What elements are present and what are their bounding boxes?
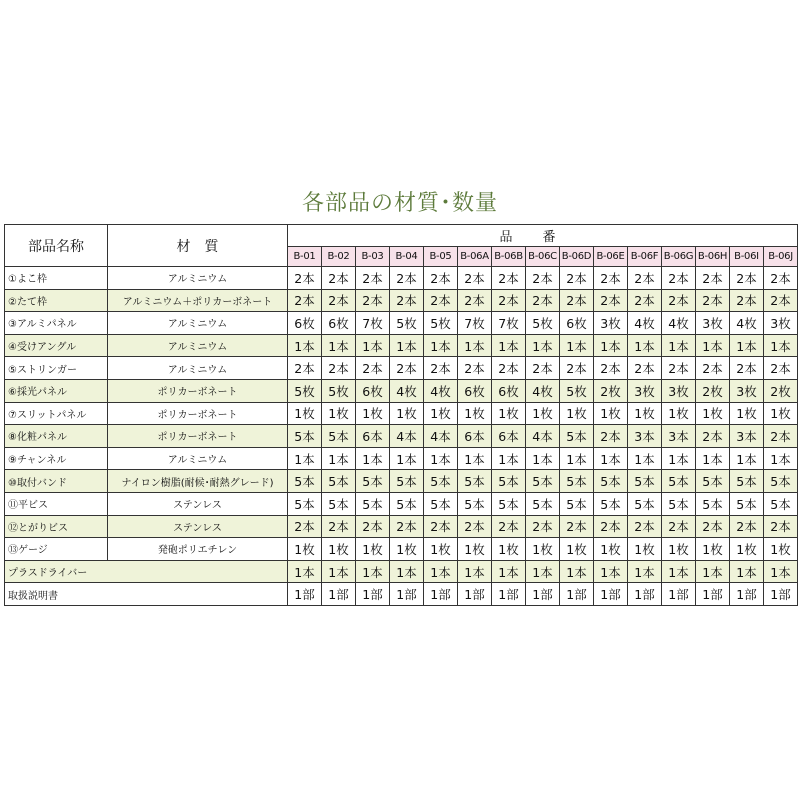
quantity-cell: 2本	[628, 289, 662, 312]
quantity-cell: 5本	[390, 492, 424, 515]
part-name-cell: ③アルミパネル	[5, 312, 108, 335]
quantity-cell: 1枚	[662, 402, 696, 425]
code-header: B-06G	[662, 247, 696, 267]
quantity-cell: 4本	[390, 425, 424, 448]
quantity-cell: 1枚	[390, 402, 424, 425]
quantity-cell: 1本	[560, 560, 594, 583]
part-name-cell: 取扱説明書	[5, 583, 288, 606]
quantity-cell: 2本	[662, 289, 696, 312]
quantity-cell: 5本	[628, 492, 662, 515]
quantity-cell: 1本	[322, 447, 356, 470]
quantity-cell: 1枚	[628, 402, 662, 425]
quantity-cell: 6枚	[356, 379, 390, 402]
quantity-cell: 1本	[492, 560, 526, 583]
part-name-cell: ⑧化粧パネル	[5, 425, 108, 448]
quantity-cell: 2本	[390, 515, 424, 538]
quantity-cell: 2枚	[594, 379, 628, 402]
quantity-cell: 2本	[356, 267, 390, 290]
quantity-cell: 5本	[424, 470, 458, 493]
part-name-cell: ⑬ゲージ	[5, 538, 108, 561]
part-name-cell: ⑫とがりビス	[5, 515, 108, 538]
table-row	[5, 312, 798, 335]
quantity-cell: 1部	[730, 583, 764, 606]
quantity-cell: 5本	[288, 470, 322, 493]
header-material: 材 質	[108, 225, 288, 267]
quantity-cell: 1部	[628, 583, 662, 606]
quantity-cell: 3枚	[730, 379, 764, 402]
quantity-cell: 4枚	[424, 379, 458, 402]
quantity-cell: 2本	[322, 515, 356, 538]
quantity-cell: 2本	[288, 515, 322, 538]
quantity-cell: 5本	[662, 492, 696, 515]
quantity-cell: 2本	[288, 267, 322, 290]
quantity-cell: 1本	[764, 447, 798, 470]
quantity-cell: 2本	[356, 289, 390, 312]
quantity-cell: 2本	[526, 267, 560, 290]
quantity-cell: 1枚	[356, 402, 390, 425]
quantity-cell: 1枚	[424, 402, 458, 425]
table-row	[5, 357, 798, 380]
code-header: B-06J	[764, 247, 798, 267]
quantity-cell: 2本	[594, 267, 628, 290]
quantity-cell: 1部	[764, 583, 798, 606]
quantity-cell: 1本	[526, 560, 560, 583]
quantity-cell: 1枚	[594, 402, 628, 425]
quantity-cell: 1枚	[764, 538, 798, 561]
quantity-cell: 1本	[356, 334, 390, 357]
material-cell: アルミニウム＋ポリカーボネート	[108, 289, 288, 312]
quantity-cell: 2本	[560, 289, 594, 312]
quantity-cell: 5枚	[560, 379, 594, 402]
quantity-cell: 1本	[424, 334, 458, 357]
quantity-cell: 5本	[560, 492, 594, 515]
quantity-cell: 2本	[662, 267, 696, 290]
quantity-cell: 5本	[322, 492, 356, 515]
page-title: 各部品の材質･数量	[301, 191, 498, 216]
quantity-cell: 1部	[662, 583, 696, 606]
table-row	[5, 402, 798, 425]
material-cell: アルミニウム	[108, 447, 288, 470]
quantity-cell: 5本	[560, 425, 594, 448]
quantity-cell: 2本	[628, 267, 662, 290]
code-header: B-06C	[526, 247, 560, 267]
quantity-cell: 1本	[390, 334, 424, 357]
quantity-cell: 1部	[288, 583, 322, 606]
code-header: B-06F	[628, 247, 662, 267]
quantity-cell: 3本	[730, 425, 764, 448]
quantity-cell: 5本	[594, 492, 628, 515]
quantity-cell: 2本	[424, 357, 458, 380]
code-header: B-06B	[492, 247, 526, 267]
quantity-cell: 1枚	[764, 402, 798, 425]
part-name-cell: ⑥採光パネル	[5, 379, 108, 402]
quantity-cell: 2本	[492, 515, 526, 538]
quantity-cell: 6本	[458, 425, 492, 448]
table-row	[5, 470, 798, 493]
material-cell: ステンレス	[108, 515, 288, 538]
quantity-cell: 2本	[424, 289, 458, 312]
quantity-cell: 4枚	[730, 312, 764, 335]
quantity-cell: 2本	[560, 357, 594, 380]
quantity-cell: 2本	[662, 515, 696, 538]
quantity-cell: 2本	[560, 515, 594, 538]
quantity-cell: 2本	[390, 357, 424, 380]
quantity-cell: 5本	[526, 492, 560, 515]
quantity-cell: 1枚	[696, 402, 730, 425]
quantity-cell: 1本	[356, 447, 390, 470]
quantity-cell: 1本	[594, 560, 628, 583]
material-cell: アルミニウム	[108, 267, 288, 290]
quantity-cell: 2本	[594, 425, 628, 448]
code-header: B-02	[322, 247, 356, 267]
quantity-cell: 1枚	[628, 538, 662, 561]
table-row	[5, 425, 798, 448]
part-name-cell: ⑦スリットパネル	[5, 402, 108, 425]
quantity-cell: 1本	[560, 447, 594, 470]
quantity-cell: 5枚	[288, 379, 322, 402]
quantity-cell: 1本	[492, 334, 526, 357]
quantity-cell: 2本	[322, 267, 356, 290]
quantity-cell: 5本	[594, 470, 628, 493]
table-row	[5, 538, 798, 561]
quantity-cell: 1本	[764, 560, 798, 583]
quantity-cell: 1枚	[322, 538, 356, 561]
quantity-cell: 1部	[696, 583, 730, 606]
quantity-cell: 1本	[424, 560, 458, 583]
quantity-cell: 1枚	[526, 538, 560, 561]
quantity-cell: 7枚	[492, 312, 526, 335]
quantity-cell: 2本	[458, 289, 492, 312]
quantity-cell: 1枚	[424, 538, 458, 561]
quantity-cell: 2本	[594, 357, 628, 380]
quantity-cell: 5本	[764, 492, 798, 515]
code-header: B-06H	[696, 247, 730, 267]
quantity-cell: 1本	[458, 334, 492, 357]
quantity-cell: 3本	[628, 425, 662, 448]
quantity-cell: 5枚	[322, 379, 356, 402]
quantity-cell: 2本	[526, 357, 560, 380]
quantity-cell: 1枚	[492, 538, 526, 561]
quantity-cell: 2本	[390, 289, 424, 312]
quantity-cell: 4本	[424, 425, 458, 448]
quantity-cell: 1本	[390, 560, 424, 583]
quantity-cell: 1本	[594, 334, 628, 357]
code-header: B-05	[424, 247, 458, 267]
quantity-cell: 1本	[662, 334, 696, 357]
quantity-cell: 5本	[322, 425, 356, 448]
material-cell: ステンレス	[108, 492, 288, 515]
quantity-cell: 1枚	[560, 402, 594, 425]
quantity-cell: 5本	[526, 470, 560, 493]
quantity-cell: 1本	[526, 334, 560, 357]
material-cell: ポリカーボネート	[108, 379, 288, 402]
code-header: B-01	[288, 247, 322, 267]
quantity-cell: 1本	[730, 334, 764, 357]
quantity-cell: 1本	[696, 560, 730, 583]
table-row	[5, 515, 798, 538]
table-row	[5, 379, 798, 402]
quantity-cell: 5本	[458, 470, 492, 493]
quantity-cell: 1本	[458, 447, 492, 470]
quantity-cell: 1本	[662, 447, 696, 470]
quantity-cell: 2本	[730, 515, 764, 538]
quantity-cell: 2本	[594, 289, 628, 312]
quantity-cell: 1本	[322, 560, 356, 583]
quantity-cell: 7枚	[458, 312, 492, 335]
quantity-cell: 1本	[322, 334, 356, 357]
quantity-cell: 2本	[696, 357, 730, 380]
quantity-cell: 6本	[356, 425, 390, 448]
quantity-cell: 1本	[662, 560, 696, 583]
code-header: B-06E	[594, 247, 628, 267]
quantity-cell: 2本	[526, 515, 560, 538]
quantity-cell: 4枚	[526, 379, 560, 402]
quantity-cell: 5本	[730, 492, 764, 515]
quantity-cell: 1本	[628, 560, 662, 583]
quantity-cell: 2本	[492, 357, 526, 380]
quantity-cell: 2本	[322, 289, 356, 312]
quantity-cell: 5本	[288, 425, 322, 448]
quantity-cell: 1枚	[458, 402, 492, 425]
quantity-cell: 2本	[594, 515, 628, 538]
table-row	[5, 560, 798, 583]
quantity-cell: 2本	[390, 267, 424, 290]
quantity-cell: 1枚	[492, 402, 526, 425]
quantity-cell: 1本	[730, 560, 764, 583]
quantity-cell: 2本	[696, 425, 730, 448]
quantity-cell: 1本	[458, 560, 492, 583]
quantity-cell: 2本	[492, 289, 526, 312]
code-header: B-06I	[730, 247, 764, 267]
quantity-cell: 1本	[730, 447, 764, 470]
quantity-cell: 1枚	[458, 538, 492, 561]
header-part-number: 品番	[288, 225, 798, 247]
table-body	[5, 267, 798, 606]
material-cell: ナイロン樹脂(耐候･耐熱グレード)	[108, 470, 288, 493]
quantity-cell: 5本	[764, 470, 798, 493]
quantity-cell: 2本	[458, 267, 492, 290]
quantity-cell: 2本	[628, 357, 662, 380]
quantity-cell: 1部	[458, 583, 492, 606]
part-name-cell: ⑤ストリンガー	[5, 357, 108, 380]
quantity-cell: 5本	[628, 470, 662, 493]
quantity-cell: 1部	[390, 583, 424, 606]
quantity-cell: 1枚	[390, 538, 424, 561]
quantity-cell: 1枚	[356, 538, 390, 561]
part-name-cell: ⑪平ビス	[5, 492, 108, 515]
quantity-cell: 1本	[628, 447, 662, 470]
quantity-cell: 2枚	[764, 379, 798, 402]
quantity-cell: 1本	[594, 447, 628, 470]
quantity-cell: 3枚	[696, 312, 730, 335]
quantity-cell: 1本	[424, 447, 458, 470]
quantity-cell: 2本	[696, 267, 730, 290]
quantity-cell: 1枚	[730, 538, 764, 561]
quantity-cell: 3枚	[662, 379, 696, 402]
material-cell: アルミニウム	[108, 357, 288, 380]
quantity-cell: 6枚	[560, 312, 594, 335]
quantity-cell: 1本	[560, 334, 594, 357]
quantity-cell: 2枚	[696, 379, 730, 402]
quantity-cell: 2本	[356, 515, 390, 538]
quantity-cell: 2本	[730, 357, 764, 380]
quantity-cell: 2本	[764, 425, 798, 448]
material-cell: ポリカーボネート	[108, 425, 288, 448]
quantity-cell: 2本	[492, 267, 526, 290]
part-name-cell: ②たて枠	[5, 289, 108, 312]
quantity-cell: 5本	[390, 470, 424, 493]
quantity-cell: 5本	[560, 470, 594, 493]
quantity-cell: 5本	[730, 470, 764, 493]
quantity-cell: 2本	[322, 357, 356, 380]
quantity-cell: 2本	[424, 267, 458, 290]
quantity-cell: 1本	[492, 447, 526, 470]
quantity-cell: 1枚	[526, 402, 560, 425]
quantity-cell: 5本	[322, 470, 356, 493]
quantity-cell: 1枚	[662, 538, 696, 561]
code-header: B-06D	[560, 247, 594, 267]
quantity-cell: 5本	[288, 492, 322, 515]
quantity-cell: 2本	[424, 515, 458, 538]
code-header: B-04	[390, 247, 424, 267]
table-row	[5, 492, 798, 515]
quantity-cell: 6枚	[458, 379, 492, 402]
quantity-cell: 5本	[356, 470, 390, 493]
quantity-cell: 2本	[288, 357, 322, 380]
quantity-cell: 2本	[458, 357, 492, 380]
part-name-cell: ①よこ枠	[5, 267, 108, 290]
quantity-cell: 1部	[594, 583, 628, 606]
quantity-cell: 4本	[526, 425, 560, 448]
quantity-cell: 6枚	[288, 312, 322, 335]
quantity-cell: 2本	[696, 515, 730, 538]
quantity-cell: 1部	[526, 583, 560, 606]
table-row	[5, 334, 798, 357]
quantity-cell: 6枚	[322, 312, 356, 335]
quantity-cell: 1枚	[560, 538, 594, 561]
material-cell: アルミニウム	[108, 312, 288, 335]
quantity-cell: 1枚	[730, 402, 764, 425]
quantity-cell: 1部	[356, 583, 390, 606]
quantity-cell: 2本	[730, 289, 764, 312]
quantity-cell: 3枚	[628, 379, 662, 402]
quantity-cell: 2本	[764, 515, 798, 538]
quantity-cell: 2本	[628, 515, 662, 538]
quantity-cell: 1部	[322, 583, 356, 606]
table-row	[5, 583, 798, 606]
quantity-cell: 3枚	[594, 312, 628, 335]
quantity-cell: 1本	[356, 560, 390, 583]
quantity-cell: 5枚	[424, 312, 458, 335]
quantity-cell: 2本	[288, 289, 322, 312]
quantity-cell: 1本	[628, 334, 662, 357]
code-header: B-06A	[458, 247, 492, 267]
part-name-cell: ⑩取付バンド	[5, 470, 108, 493]
quantity-cell: 1本	[288, 560, 322, 583]
table-row	[5, 267, 798, 290]
parts-table	[4, 224, 798, 606]
material-cell: ポリカーボネート	[108, 402, 288, 425]
header-part-name: 部品名称	[5, 225, 108, 267]
part-name-cell: ⑨チャンネル	[5, 447, 108, 470]
quantity-cell: 5本	[424, 492, 458, 515]
quantity-cell: 1本	[696, 334, 730, 357]
quantity-cell: 4枚	[628, 312, 662, 335]
quantity-cell: 5枚	[390, 312, 424, 335]
material-cell: アルミニウム	[108, 334, 288, 357]
quantity-cell: 2本	[730, 267, 764, 290]
quantity-cell: 4枚	[390, 379, 424, 402]
quantity-cell: 2本	[696, 289, 730, 312]
quantity-cell: 1部	[424, 583, 458, 606]
quantity-cell: 1本	[288, 334, 322, 357]
quantity-cell: 1本	[288, 447, 322, 470]
part-name-cell: ④受けアングル	[5, 334, 108, 357]
quantity-cell: 5本	[696, 470, 730, 493]
quantity-cell: 3本	[662, 425, 696, 448]
quantity-cell: 2本	[764, 289, 798, 312]
quantity-cell: 5本	[492, 470, 526, 493]
quantity-cell: 2本	[662, 357, 696, 380]
quantity-cell: 5本	[492, 492, 526, 515]
quantity-cell: 3枚	[764, 312, 798, 335]
quantity-cell: 5枚	[526, 312, 560, 335]
quantity-cell: 1本	[526, 447, 560, 470]
quantity-cell: 1枚	[322, 402, 356, 425]
quantity-cell: 2本	[356, 357, 390, 380]
quantity-cell: 5本	[696, 492, 730, 515]
code-header: B-03	[356, 247, 390, 267]
quantity-cell: 6本	[492, 425, 526, 448]
table-row	[5, 289, 798, 312]
quantity-cell: 2本	[764, 357, 798, 380]
table-row	[5, 447, 798, 470]
quantity-cell: 5本	[356, 492, 390, 515]
quantity-cell: 2本	[560, 267, 594, 290]
quantity-cell: 1部	[492, 583, 526, 606]
quantity-cell: 1本	[390, 447, 424, 470]
quantity-cell: 1枚	[696, 538, 730, 561]
quantity-cell: 2本	[526, 289, 560, 312]
quantity-cell: 1枚	[288, 402, 322, 425]
quantity-cell: 1枚	[288, 538, 322, 561]
quantity-cell: 1枚	[594, 538, 628, 561]
quantity-cell: 5本	[458, 492, 492, 515]
quantity-cell: 1本	[696, 447, 730, 470]
quantity-cell: 4枚	[662, 312, 696, 335]
quantity-cell: 7枚	[356, 312, 390, 335]
quantity-cell: 5本	[662, 470, 696, 493]
quantity-cell: 1部	[560, 583, 594, 606]
part-name-cell: プラスドライバー	[5, 560, 288, 583]
quantity-cell: 2本	[764, 267, 798, 290]
quantity-cell: 6枚	[492, 379, 526, 402]
quantity-cell: 2本	[458, 515, 492, 538]
material-cell: 発砲ポリエチレン	[108, 538, 288, 561]
quantity-cell: 1本	[764, 334, 798, 357]
